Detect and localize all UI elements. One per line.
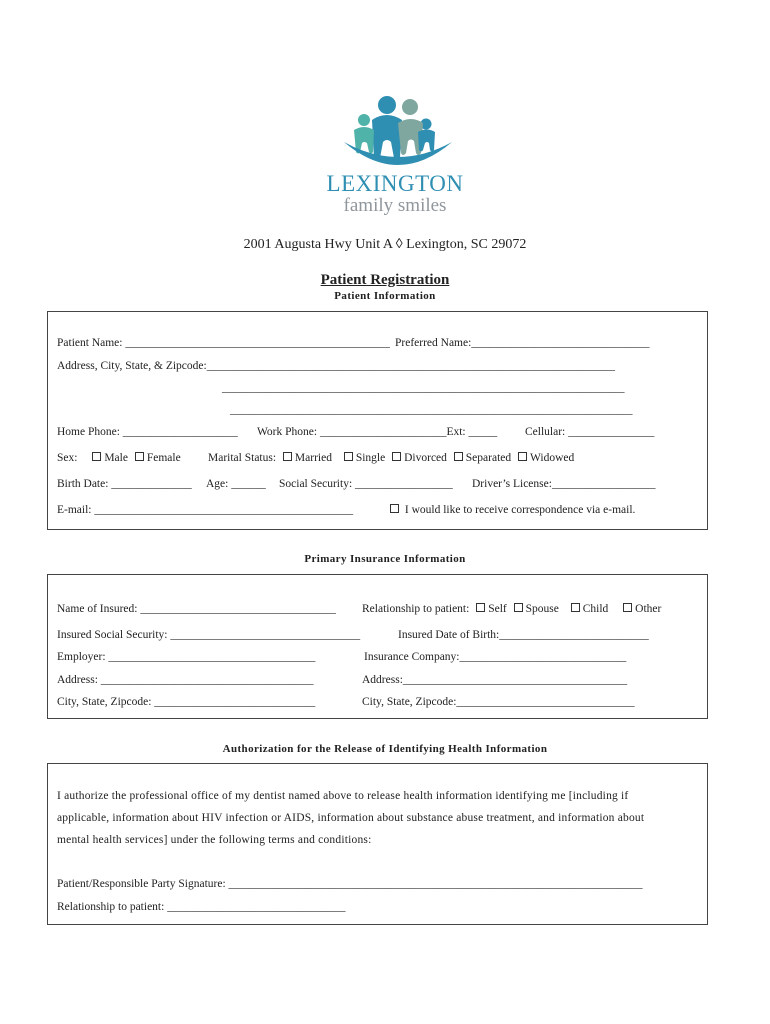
section-title-patient-information: Patient Information [334,290,436,302]
relationship-row [362,603,661,615]
sex-row [57,452,181,464]
marital-divorced-checkbox[interactable] [392,452,401,461]
sex-male-checkbox[interactable] [92,452,101,461]
brand-name: LEXINGTON [326,171,464,196]
sex-label: Sex: [57,452,78,464]
marital-widowed-checkbox[interactable] [518,452,527,461]
page-title: Patient Registration [320,272,450,288]
age-field[interactable]: Age: ______ [206,478,266,490]
email-field[interactable]: E-mail: _____________________________________________ [57,504,354,516]
marital-status-row [208,452,574,464]
cellular-field[interactable]: Cellular: _______________ [525,426,655,438]
marital-divorced-label: Divorced [404,452,447,464]
family-figures-icon [354,96,435,160]
relationship-other-checkbox[interactable] [623,603,632,612]
signature-field[interactable]: Patient/Responsible Party Signature: ________________________________________________________________________ [57,878,643,890]
marital-separated-label: Separated [465,452,512,464]
office-address: 2001 Augusta Hwy Unit A ◊ Lexington, SC 29072 [243,237,527,252]
marital-married-label: Married [294,452,332,464]
drivers-license-field[interactable]: Driver’s License:__________________ [472,478,656,490]
authorization-text [57,785,702,851]
birth-date-field[interactable]: Birth Date: ______________ [57,478,192,490]
relationship-label: Relationship to patient: [362,603,470,615]
email-correspondence-checkbox[interactable] [390,504,399,513]
employer-address-field[interactable]: Address: _____________________________________ [57,674,314,686]
authorization-text-line-3: mental health services] under the following terms and conditions: [57,834,372,846]
email-correspondence-option [386,504,635,516]
home-phone-field[interactable]: Home Phone: ____________________ [57,426,238,438]
marital-married-checkbox[interactable] [283,452,292,461]
authorization-relationship-field[interactable]: Relationship to patient: _______________________________ [57,901,346,913]
marital-status-label: Marital Status: [208,452,277,464]
sex-male-label: Male [104,452,128,464]
sex-female-label: Female [146,452,181,464]
address-line-2-field[interactable]: ______________________________________________________________________ [222,382,625,394]
employer-field[interactable]: Employer: ____________________________________ [57,651,316,663]
insurance-city-state-zip-field[interactable]: City, State, Zipcode:_______________________________ [362,696,635,708]
relationship-child-label: Child [582,603,609,615]
relationship-child-checkbox[interactable] [571,603,580,612]
address-line-3-field[interactable]: ______________________________________________________________________ [230,404,633,416]
relationship-spouse-checkbox[interactable] [514,603,523,612]
insurance-company-field[interactable]: Insurance Company:_____________________________ [364,651,627,663]
relationship-self-checkbox[interactable] [476,603,485,612]
brand-tagline: family smiles [343,195,447,216]
section-title-primary-insurance: Primary Insurance Information [304,553,466,565]
patient-name-field[interactable]: Patient Name: ______________________________________________ [57,337,390,349]
insured-social-security-field[interactable]: Insured Social Security: _________________________________ [57,629,361,641]
insurance-address-field[interactable]: Address:_______________________________________ [362,674,628,686]
sex-female-checkbox[interactable] [135,452,144,461]
section-title-authorization: Authorization for the Release of Identifying Health Information [222,743,548,755]
authorization-text-line-2: applicable, information about HIV infection or AIDS, information about substance abuse treatment, and information about [57,812,645,824]
preferred-name-field[interactable]: Preferred Name:_______________________________ [395,337,650,349]
social-security-field[interactable]: Social Security: _________________ [279,478,453,490]
relationship-spouse-label: Spouse [525,603,559,615]
marital-separated-checkbox[interactable] [454,452,463,461]
work-phone-field[interactable]: Work Phone: ______________________Ext: _____ [257,426,498,438]
name-of-insured-field[interactable]: Name of Insured: __________________________________ [57,603,336,615]
employer-city-state-zip-field[interactable]: City, State, Zipcode: ____________________________ [57,696,316,708]
relationship-other-label: Other [635,603,662,615]
marital-single-checkbox[interactable] [344,452,353,461]
address-field[interactable]: Address, City, State, & Zipcode:_______________________________________________________________________ [57,360,615,372]
marital-widowed-label: Widowed [530,452,575,464]
authorization-text-line-1: I authorize the professional office of my dentist named above to release health information identifying me [including if [57,790,629,802]
relationship-self-label: Self [488,603,507,615]
marital-single-label: Single [355,452,386,464]
email-correspondence-label: I would like to receive correspondence via e-mail. [404,504,636,516]
insured-date-of-birth-field[interactable]: Insured Date of Birth:__________________________ [398,629,649,641]
